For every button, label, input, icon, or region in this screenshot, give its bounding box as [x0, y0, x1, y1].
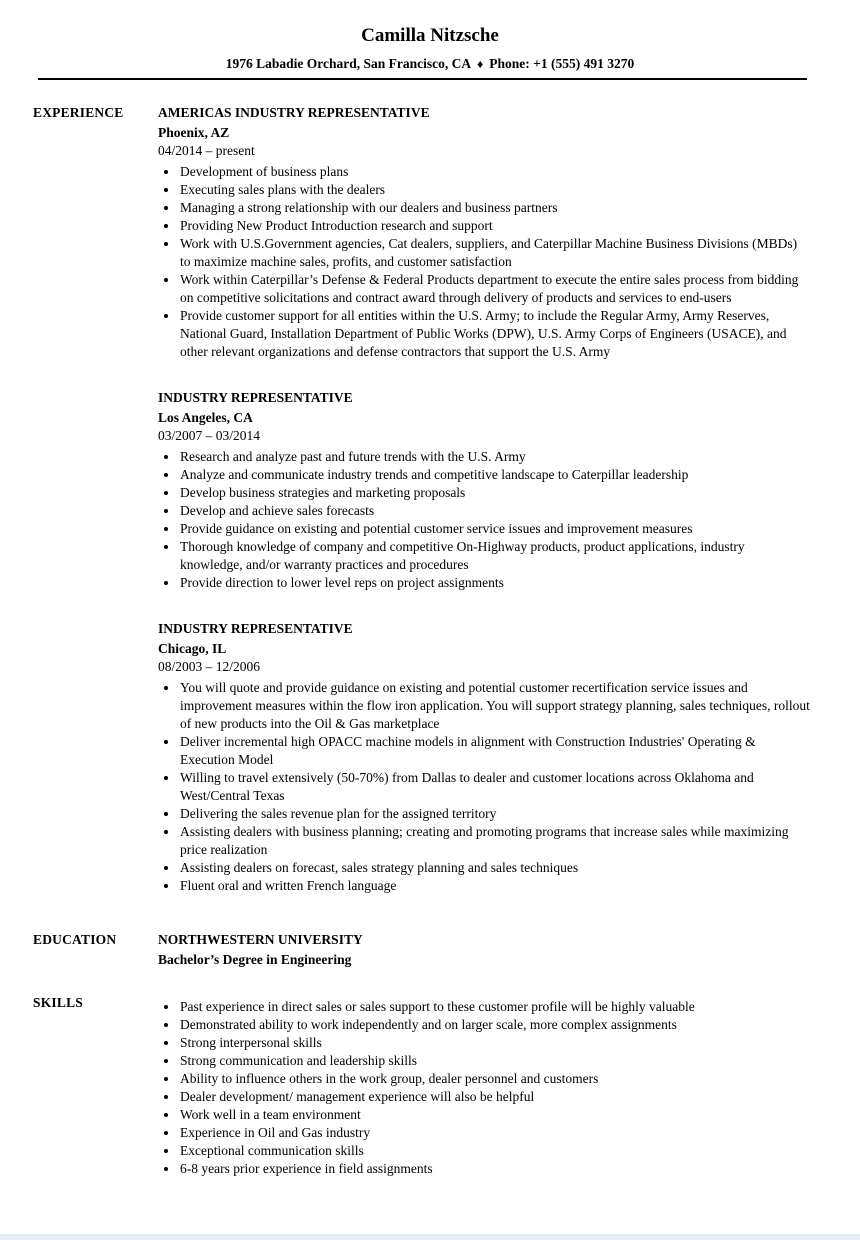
contact-address: 1976 Labadie Orchard, San Francisco, CA [225, 56, 472, 71]
degree-name: Bachelor’s Degree in Engineering [158, 952, 352, 967]
bullet-item: • Demonstrated ability to work independently and on larger scale, more complex assignments [179, 1016, 810, 1034]
resume-header [0, 0, 860, 80]
bullet-item: • Managing a strong relationship with our dealers and business partners [179, 199, 810, 217]
bullet-item: • Executing sales plans with the dealers [179, 181, 810, 199]
header-divider [38, 78, 807, 80]
bullet-item: • Willing to travel extensively (50-70%) from Dallas to dealer and customer locations across Oklahoma and West/Central Texas [179, 769, 810, 805]
job-dates: 08/2003 – 12/2006 [158, 659, 261, 674]
bullet-item: • Strong communication and leadership skills [179, 1052, 810, 1070]
bullet-item: • Work well in a team environment [179, 1106, 810, 1124]
bullet-item: • Provide guidance on existing and potential customer service issues and improvement measures [179, 520, 810, 538]
bullet-item: • Dealer development/ management experience will also be helpful [179, 1088, 810, 1106]
job-location: Chicago, IL [158, 641, 227, 656]
bullet-item: • Providing New Product Introduction research and support [179, 217, 810, 235]
job-title: AMERICAS INDUSTRY REPRESENTATIVE [158, 105, 430, 120]
skills-label: SKILLS [33, 995, 83, 1010]
job-entry [158, 620, 810, 895]
bullet-item: • Provide customer support for all entities within the U.S. Army; to include the Regular Army, Army Reserves, National Guard, Installation Department of Public Works (DPW), U.S. Army Corps of Engineers (USACE), and other relevant organizations and defense contractors that support the U.S. Army [179, 307, 810, 361]
bullet-item: • Development of business plans [179, 163, 810, 181]
bullet-item: • Analyze and communicate industry trends and competitive landscape to Caterpillar leadership [179, 466, 810, 484]
job-location: Phoenix, AZ [158, 125, 230, 140]
person-name: Camilla Nitzsche [361, 25, 499, 46]
job-location: Los Angeles, CA [158, 410, 253, 425]
bullet-item: • Assisting dealers on forecast, sales strategy planning and sales techniques [179, 859, 810, 877]
bullet-item: • Past experience in direct sales or sales support to these customer profile will be highly valuable [179, 998, 810, 1016]
diamond-icon: ♦ [477, 57, 484, 71]
bullet-item: • 6-8 years prior experience in field assignments [179, 1160, 810, 1178]
bullet-item: • Develop and achieve sales forecasts [179, 502, 810, 520]
bullet-item: • Research and analyze past and future trends with the U.S. Army [179, 448, 810, 466]
education-entry [158, 931, 810, 968]
experience-label: EXPERIENCE [33, 105, 124, 120]
education-label: EDUCATION [33, 932, 117, 947]
job-dates: 04/2014 – present [158, 143, 255, 158]
bullet-item: • Strong interpersonal skills [179, 1034, 810, 1052]
bullet-item: • Provide direction to lower level reps on project assignments [179, 574, 810, 592]
contact-line [0, 56, 860, 72]
job-dates: 03/2007 – 03/2014 [158, 428, 261, 443]
jobs-list [158, 104, 810, 895]
skills-list [158, 998, 810, 1178]
bullet-item: • You will quote and provide guidance on existing and potential customer recertification service issues and improvement measures within the flow iron application. You will support strategy planning, sales techniques, rollout of new products into the Oil & Gas marketplace [179, 679, 810, 733]
bullet-item: • Experience in Oil and Gas industry [179, 1124, 810, 1142]
school-name: NORTHWESTERN UNIVERSITY [158, 932, 363, 947]
job-entry [158, 104, 810, 361]
bullet-item: • Work within Caterpillar’s Defense & Federal Products department to execute the entire sales process from bidding on competitive solicitations and contract award through delivery of products and services to end-users [179, 271, 810, 307]
contact-phone: Phone: +1 (555) 491 3270 [489, 56, 635, 71]
bullet-item: • Exceptional communication skills [179, 1142, 810, 1160]
job-title: INDUSTRY REPRESENTATIVE [158, 390, 353, 405]
bottom-strip [0, 1234, 860, 1240]
education-section [0, 931, 860, 968]
bullet-item: • Assisting dealers with business planning; creating and promoting programs that increase sales while maximizing price realization [179, 823, 810, 859]
job-bullet-list [158, 679, 810, 895]
bullet-item: • Work with U.S.Government agencies, Cat dealers, suppliers, and Caterpillar Machine Business Divisions (MBDs) to maximize machine sales, profits, and customer satisfaction [179, 235, 810, 271]
bullet-item: • Delivering the sales revenue plan for the assigned territory [179, 805, 810, 823]
job-entry [158, 389, 810, 592]
bullet-item: • Develop business strategies and marketing proposals [179, 484, 810, 502]
experience-section [0, 104, 860, 895]
skills-section [0, 994, 860, 1178]
bullet-item: • Thorough knowledge of company and competitive On-Highway products, product applications, industry knowledge, and/or warranty practices and procedures [179, 538, 810, 574]
bullet-item: • Fluent oral and written French language [179, 877, 810, 895]
bullet-item: • Deliver incremental high OPACC machine models in alignment with Construction Industries' Operating & Execution Model [179, 733, 810, 769]
bullet-item: • Ability to influence others in the work group, dealer personnel and customers [179, 1070, 810, 1088]
job-title: INDUSTRY REPRESENTATIVE [158, 621, 353, 636]
job-bullet-list [158, 448, 810, 592]
job-bullet-list [158, 163, 810, 361]
